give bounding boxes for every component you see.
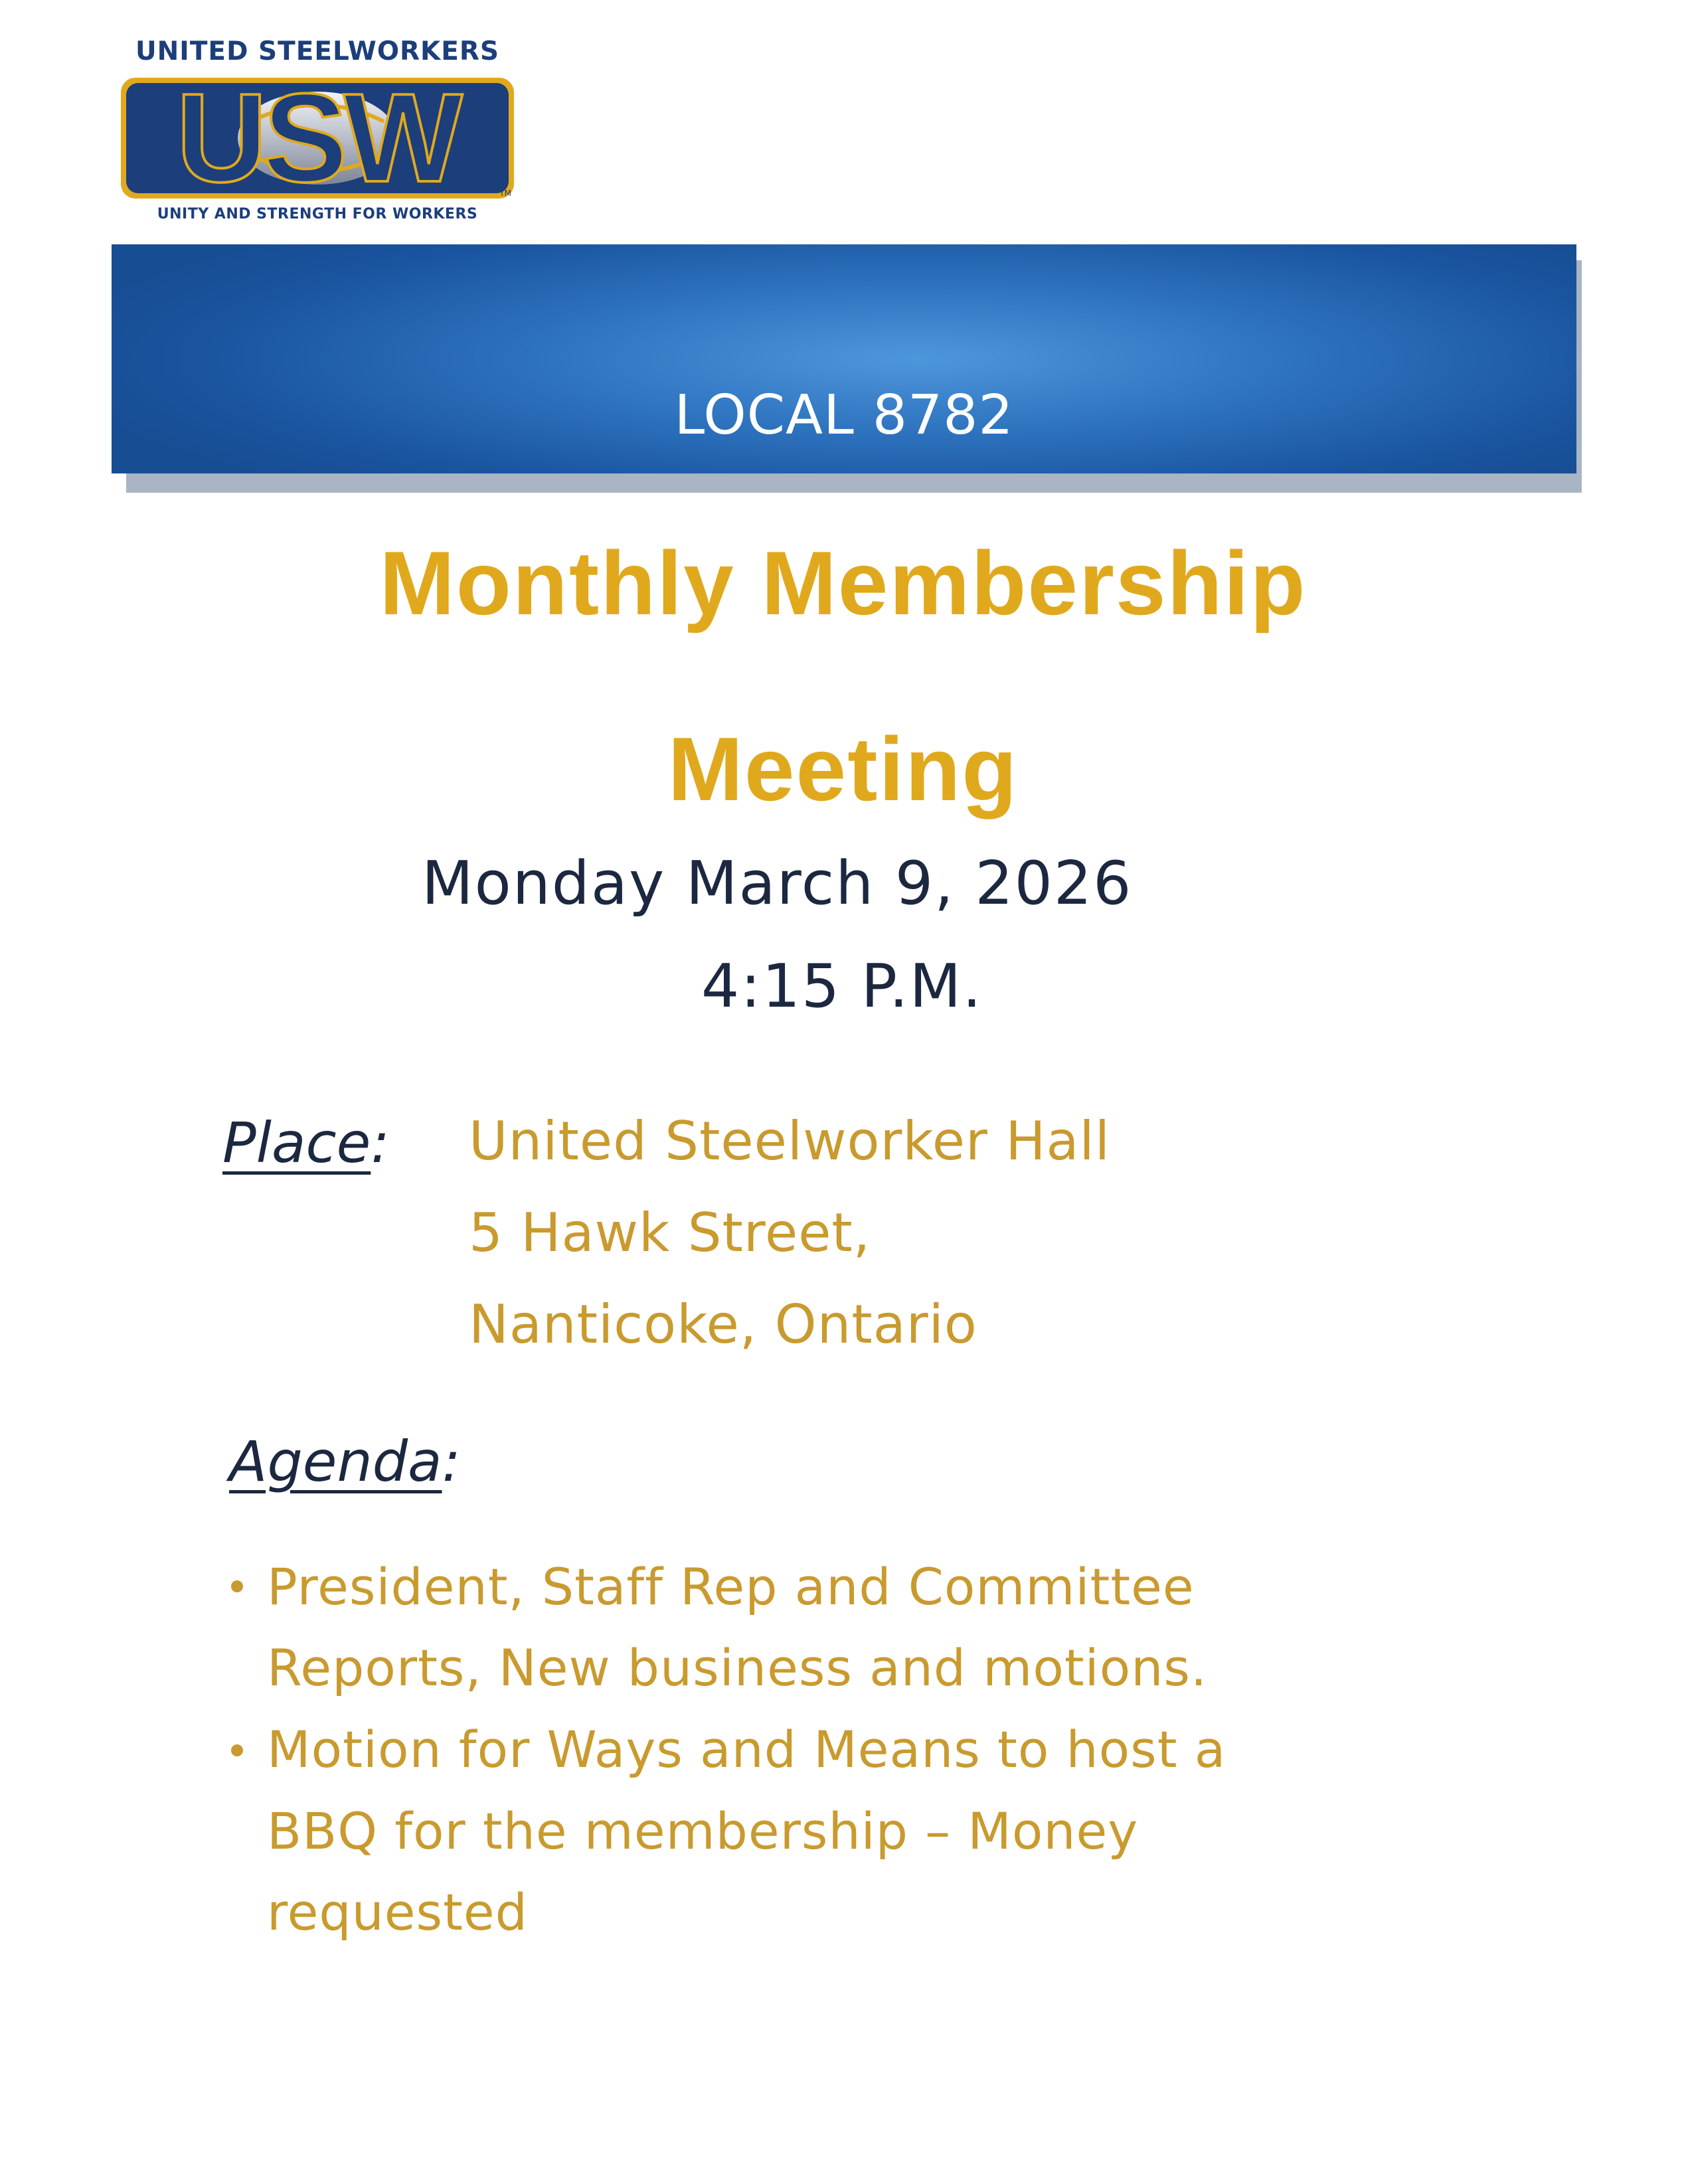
- agenda-item-1-line-1: President, Staff Rep and Committee: [267, 1557, 1195, 1616]
- meeting-time: 4:15 P.M.: [701, 952, 983, 1021]
- page-title-line-2: Meeting: [667, 718, 1019, 819]
- agenda-label: [229, 1429, 461, 1494]
- bullet-icon: [231, 1580, 243, 1592]
- logo-tagline: UNITY AND STRENGTH FOR WORKERS: [157, 206, 478, 222]
- agenda-label-text: Agenda: [229, 1429, 442, 1494]
- page-title-line-1: Monthly Membership: [379, 533, 1307, 633]
- agenda-item-2-line-3: requested: [267, 1883, 528, 1942]
- bullet-icon: [231, 1744, 243, 1756]
- usw-logo: [118, 37, 517, 229]
- agenda-item-1-line-2: Reports, New business and motions.: [267, 1638, 1208, 1697]
- address-line-1: United Steelworker Hall: [469, 1110, 1111, 1172]
- address-line-3: Nanticoke, Ontario: [469, 1294, 977, 1355]
- svg-text:TM: TM: [499, 189, 511, 198]
- place-label-text: Place: [222, 1110, 371, 1175]
- meeting-date: Monday March 9, 2026: [422, 849, 1133, 918]
- logo-top-text: UNITED STEELWORKERS: [135, 37, 499, 66]
- agenda-item-2-line-1: Motion for Ways and Means to host a: [267, 1720, 1226, 1779]
- usw-logo-mark: [118, 75, 517, 201]
- place-label: [222, 1110, 390, 1175]
- place-label-colon: :: [371, 1110, 390, 1175]
- logo-mark-text: USW: [176, 75, 459, 201]
- local-number: LOCAL 8782: [674, 384, 1014, 447]
- agenda-label-colon: :: [442, 1429, 461, 1494]
- agenda-item-2-line-2: BBQ for the membership – Money: [267, 1802, 1139, 1861]
- address-line-2: 5 Hawk Street,: [469, 1202, 871, 1264]
